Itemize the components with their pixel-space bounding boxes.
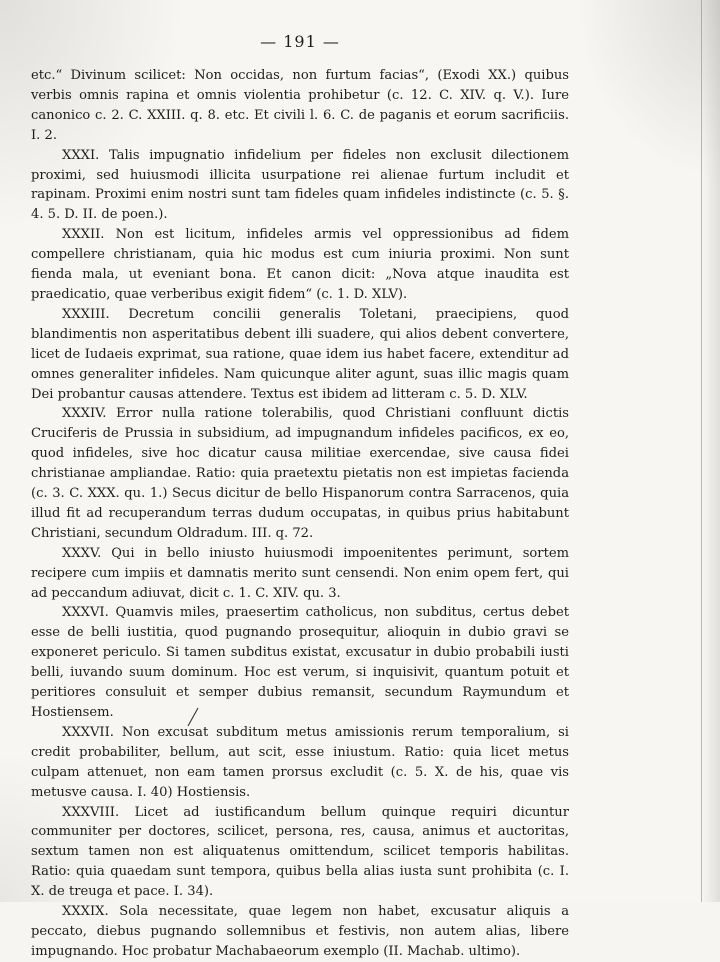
paragraph-xxxv: XXXV. Qui in bello iniusto huiusmodi impoenitentes perimunt, sortem recipere cum impiis et damnatis merito sunt censendi. Non enim opem fert, qui ad peccandum adiuvat, dicit c. 1. C. XIV. qu. 3. <box>31 545 569 601</box>
paragraph-xxxii: XXXII. Non est licitum, infideles armis vel oppressionibus ad fidem compellere christianam, quia hic modus est cum iniuria proximi. Non sunt fienda mala, ut eveniant bona. Et canon dicit: „Nova atque inaudita est praedicatio, quae verberibus exigit fidem“ (c. 1. D. XLV). <box>31 227 569 302</box>
paragraph-xxxvi: XXXVI. Quamvis miles, praesertim catholicus, non subditus, certus debet esse de belli iustitia, quod pugnando prosequitur, alioquin in dubio gravi se exponeret periculo. Si tamen subditus existat, excusatur in dubio probabili iusti belli, iuvando suum dominum. Hoc est verum, si inquisivit, quantum potuit et peritiores consuluit et semper dubius remansit, secundum Raymundum et Hostiensem. <box>31 605 569 720</box>
paragraph-xxxvii: XXXVII. Non excusat subditum metus amissionis rerum temporalium, si credit probabiliter, bellum, aut scit, esse iniustum. Ratio: quia licet metus culpam attenuet, non eam tamen prorsus excludit (c. 5. X. de his, quae vis metusve causa. I. 40) Hostiensis. <box>31 724 569 800</box>
page-number: — 191 — <box>260 32 340 51</box>
paragraph-continuation: etc.“ Divinum scilicet: Non occidas, non furtum facias“, (Exodi XX.) quibus verbis omnis rapina et omnis violentia prohibetur (c. 12. C. XIV. q. V.). Iure canonico c. 2. C. XXIII. q. 8. etc. Et civili l. 6. C. de paganis et eorum sacrificiis. I. 2. <box>31 68 569 143</box>
paragraph-xxxix: XXXIX. Sola necessitate, quae legem non habet, excusatur aliquis a peccato, diebus pugnando sollemnibus et festivis, non autem alias, libere impugnando. Hoc probatur Machabaeorum exemplo (II. Machab. ultimo). <box>31 904 569 959</box>
pencil-mark <box>186 706 200 728</box>
paragraph-xxxiv: XXXIV. Error nulla ratione tolerabilis, quod Christiani confluunt dictis Cruciferis de Prussia in subsidium, ad impugnandum infideles pacificos, ex eo, quod infideles, sive hoc dicatur causa militiae exercendae, sive causa fidei christianae ampliandae. Ratio: quia praetextu pietatis non est impietas facienda (c. 3. C. XXX. qu. 1.) Secus dicitur de bello Hispanorum contra Sarracenos, quia illud fit ad recuperandum terras dudum occupatas, in quibus prius habitabunt Christiani, secundum Oldradum. III. q. 72. <box>31 406 569 541</box>
paragraph-xxxiii: XXXIII. Decretum concilii generalis Toletani, praecipiens, quod blandimentis non asperitatibus debent illi suadere, qui alios debent convertere, licet de Iudaeis exprimat, sua ratione, quae idem ius habet facere, extenditur ad omnes generaliter infideles. Nam quicunque aliter agunt, suas illic magis quam Dei probantur causas attendere. Textus est ibidem ad litteram c. 5. D. XLV. <box>31 306 569 402</box>
paragraph-xxxviii: XXXVIII. Licet ad iustificandum bellum quinque requiri dicuntur communiter per doctores, scilicet, persona, res, causa, animus et auctoritas, sextum tamen non est aliquatenus omittendum, scilicet temporis habilitas. Ratio: quia quaedam sunt tempora, quibus bella alias iusta sunt prohibita (c. I. X. de treuga et pace. I. 34). <box>31 804 569 900</box>
paragraph-xxxi: XXXI. Talis impugnatio infidelium per fideles non exclusit dilectionem proximi, sed huiusmodi illicita usurpatione rei alienae furtum includit et rapinam. Proximi enim nostri sunt tam fideles quam infideles indistincte (c. 5. §. 4. 5. D. II. de poen.). <box>31 147 569 223</box>
page-edge-shadow <box>701 0 720 902</box>
body-text <box>31 66 569 962</box>
